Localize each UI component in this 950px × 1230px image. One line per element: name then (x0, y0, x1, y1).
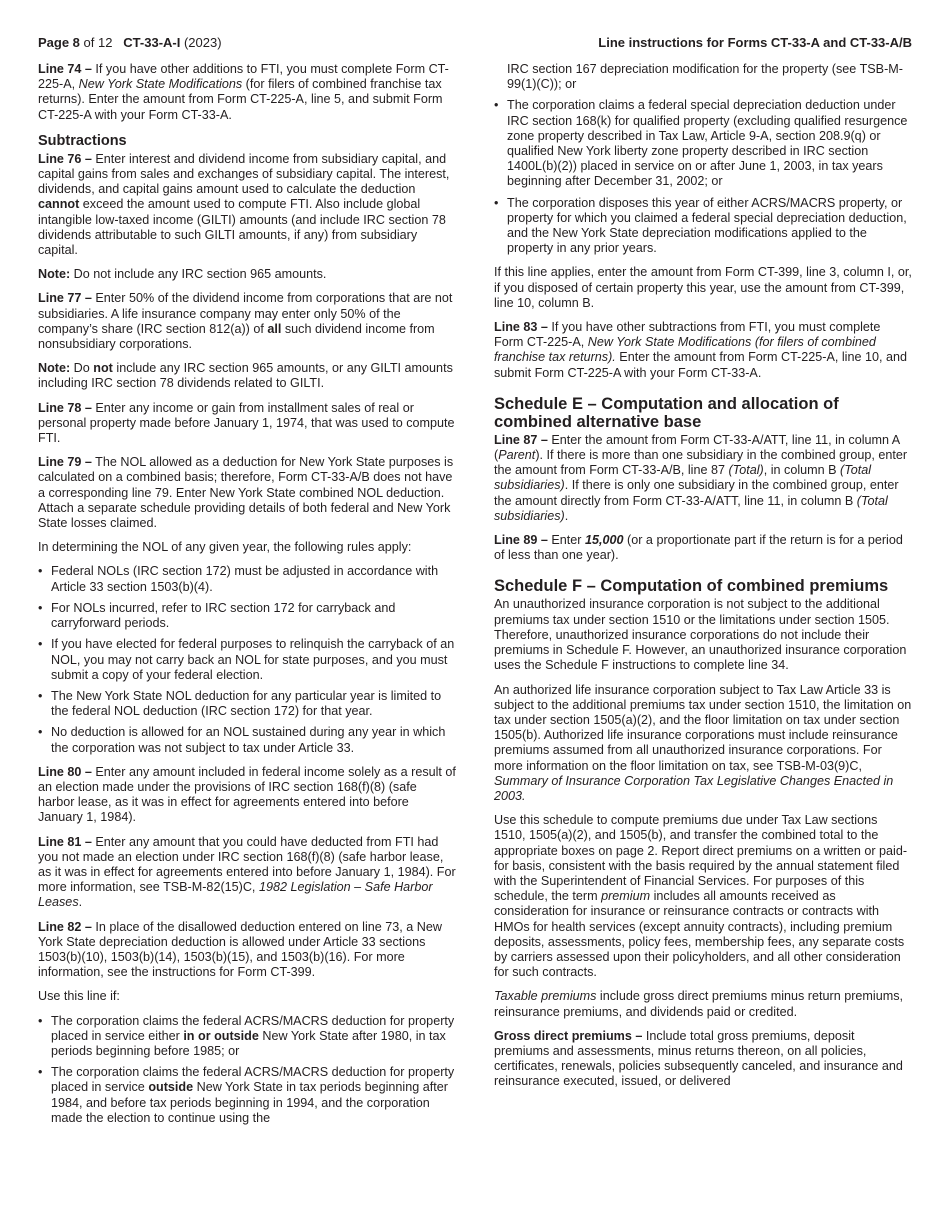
page-running-title: Line instructions for Forms CT-33-A and CT-33-A/B (598, 35, 912, 50)
schedule-f-paragraph: Use this schedule to compute premiums due under Tax Law sections 1510, 1505(a)(2), and 1505(b), and transfer the combined total to the appropriate boxes on page 2. Report direct premiums on a written or paid-for basis, consistent with the basis required by the annual statement filed with the Superintendent of Financial Services. For purposes of this schedule, the term premium includes all amounts received as consideration for insurance or reinsurance contracts or contracts with HMOs for health services (except annuity contracts), including premium deposits, assessments, policy fees, membership fees, any separate costs by carriers assessed upon their policyholders, and all other consideration for such contracts. (494, 813, 908, 980)
line-applies: If this line applies, enter the amount from Form CT-399, line 3, column I, or, if you disposed of certain property this year, use the amount from CT-399, line 10, column B. (494, 265, 912, 310)
use-line-if: Use this line if: (38, 989, 120, 1004)
line-74: Line 74 – If you have other additions to FTI, you must complete Form CT-225-A, New York State Modifications (for filers of combined franchise tax returns). Enter the amount from Form CT-225-A, line 5, and submit Form CT-225-A with your Form CT-33-A. (38, 62, 449, 122)
line-78: Line 78 – Enter any income or gain from installment sales of real or personal property made before January 1, 1974, that was used to compute FTI. (38, 400, 455, 446)
schedule-f-paragraph: An unauthorized insurance corporation is not subject to the additional premiums tax under section 1510 or the limitations under section 1505. Therefore, unauthorized insurance corporations do not include their premiums in Schedule F. However, an unauthorized insurance corporation uses the Schedule F instructions to complete line 34. (494, 597, 907, 673)
schedule-f-heading: Schedule F – Computation of combined premiums (494, 577, 889, 596)
list-item: • The corporation disposes this year of either ACRS/MACRS property, or property for which you claimed a federal special depreciation deduction, and the New York State depreciation modifications applied to the property in any prior years. (494, 196, 912, 257)
note-965: Note: Do not include any IRC section 965 amounts. (38, 267, 327, 282)
line-89: Line 89 – Enter 15,000 (or a proportionate part if the return is for a period of less than one year). (494, 533, 903, 563)
list-item: • The corporation claims the federal ACRS/MACRS deduction for property placed in service outside New York State in tax periods beginning after 1984, and before tax periods beginning in 1994, and the corporation made the election to continue using the (38, 1065, 456, 1126)
right-column (494, 62, 912, 1099)
form-code: CT-33-A-I (123, 35, 181, 50)
list-item: • Federal NOLs (IRC section 172) must be adjusted in accordance with Article 33 section 1503(b)(4). (38, 564, 456, 594)
list-item: • The New York State NOL deduction for any particular year is limited to the federal NOL deduction (IRC section 172) for that year. (38, 689, 456, 719)
line-76: Line 76 – Enter interest and dividend income from subsidiary capital, and capital gains from sales and exchanges of subsidiary capital. The interest, dividends, and capital gains amount used to calculate the deduction cannot exceed the amount used to compute FTI. Also include global intangible low-taxed income (GILTI) amounts (and include IRC section 78 dividends attributable to such GILTI amounts, if any) from subsidiary capital. (38, 151, 450, 258)
line-77: Line 77 – Enter 50% of the dividend income from corporations that are not subsidiaries. A life insurance company may enter only 50% of the company’s share (IRC section 812(a)) of all such dividend income from nonsubsidiary corporations. (38, 291, 453, 352)
page-number: Page 8 of 12 CT-33-A-I (2023) (38, 35, 222, 50)
page-header (38, 35, 912, 53)
schedule-e-heading: Schedule E – Computation and allocation of combined alternative base (494, 394, 839, 431)
list-item-continued: IRC section 167 depreciation modification for the property (see TSB-M-99(1)(C)); or (507, 62, 903, 92)
gross-direct-premiums: Gross direct premiums – Include total gross premiums, deposit premiums and assessments, minus returns thereon, on all policies, certificates, renewals, policies subsequently canceled, and insurance and reinsurance executed, issued, or delivered (494, 1028, 903, 1089)
list-item: • No deduction is allowed for an NOL sustained during any year in which the corporation was not subject to tax under Article 33. (38, 725, 456, 755)
note-gilti: Note: Do not include any IRC section 965 amounts, or any GILTI amounts including IRC section 78 dividends related to GILTI. (38, 361, 453, 391)
schedule-f-paragraph: An authorized life insurance corporation subject to Tax Law Article 33 is subject to the additional premiums tax under section 1510, the limitation on tax under section 1505(a)(2), and the floor limitation on tax under section 1505(b). Authorized life insurance corporations must include reinsurance premiums assumed from all unauthorized insurance corporations. For more information on the floor limitation on tax, see TSB-M-03(9)C, Summary of Insurance Corporation Tax Legislative Changes Enacted in 2003. (494, 682, 912, 803)
nol-intro: In determining the NOL of any given year, the following rules apply: (38, 540, 412, 555)
line-79: Line 79 – The NOL allowed as a deduction for New York State purposes is calculated on a combined basis; therefore, Form CT-33-A/B does not have a corresponding line 79. Enter New York State combined NOL deduction. Attach a separate schedule providing details of both federal and New York State losses claimed. (38, 455, 454, 531)
line-87: Line 87 – Enter the amount from Form CT-33-A/ATT, line 11, in column A (Parent). If there is more than one subsidiary in the combined group, enter the amount from Form CT-33-A/B, line 87 (Total), in column B (Total subsidiaries). If there is only one subsidiary in the combined group, enter the amount directly from Form CT-33-A/ATT, line 11, in column B (Total subsidiaries). (494, 432, 908, 523)
list-item: • If you have elected for federal purposes to relinquish the carryback of an NOL, you may not carry back an NOL for state purposes, and you must submit a copy of your federal election. (38, 637, 456, 683)
left-column (38, 62, 456, 1135)
list-item: • The corporation claims the federal ACRS/MACRS deduction for property placed in service either in or outside New York State after 1980, in tax periods beginning before 1985; or (38, 1014, 456, 1060)
line-83: Line 83 – If you have other subtractions from FTI, you must complete Form CT-225-A, New York State Modifications (for filers of combined franchise tax returns). Enter the amount from Form CT-225-A, line 10, and submit Form CT-225-A with your Form CT-33-A. (494, 320, 907, 380)
line-82: Line 82 – In place of the disallowed deduction entered on line 73, a New York State depreciation deduction is allowed under Article 33 sections 1503(b)(10), 1503(b)(14), 1503(b)(15), and 1503(b)(16). For more information, see the instructions for Form CT-399. (38, 919, 442, 980)
subtractions-heading: Subtractions (38, 132, 127, 149)
depreciation-conditions-list-continued (494, 98, 912, 256)
nol-rules-list (38, 564, 456, 755)
depreciation-conditions-list (38, 1014, 456, 1126)
list-item: • For NOLs incurred, refer to IRC section 172 for carryback and carryforward periods. (38, 601, 456, 631)
line-80: Line 80 – Enter any amount included in federal income solely as a result of an election made under the provisions of IRC section 168(f)(8) (safe harbor lease, as it was in effect for agreements entered into before January 1, 1984). (38, 764, 456, 825)
line-81: Line 81 – Enter any amount that you could have deducted from FTI had you not made an election under IRC section 168(f)(8) (safe harbor lease, as it was in effect for agreements entered into before January 1, 1984). For more information, see TSB-M-82(15)C, 1982 Legislation – Safe Harbor Leases. (38, 834, 456, 910)
list-item: • The corporation claims a federal special depreciation deduction under IRC section 168(k) for qualified property (excluding qualified resurgence zone property described in Tax Law, Article 9-A, section 208.9(q) or qualified New York liberty zone property described in IRC section 1400L(b)(2)) placed in service on or after June 1, 2003, in tax years beginning after December 31, 2002; or (494, 98, 912, 189)
taxable-premiums: Taxable premiums include gross direct premiums minus return premiums, reinsurance premiums, and dividends paid or credited. (494, 989, 903, 1019)
